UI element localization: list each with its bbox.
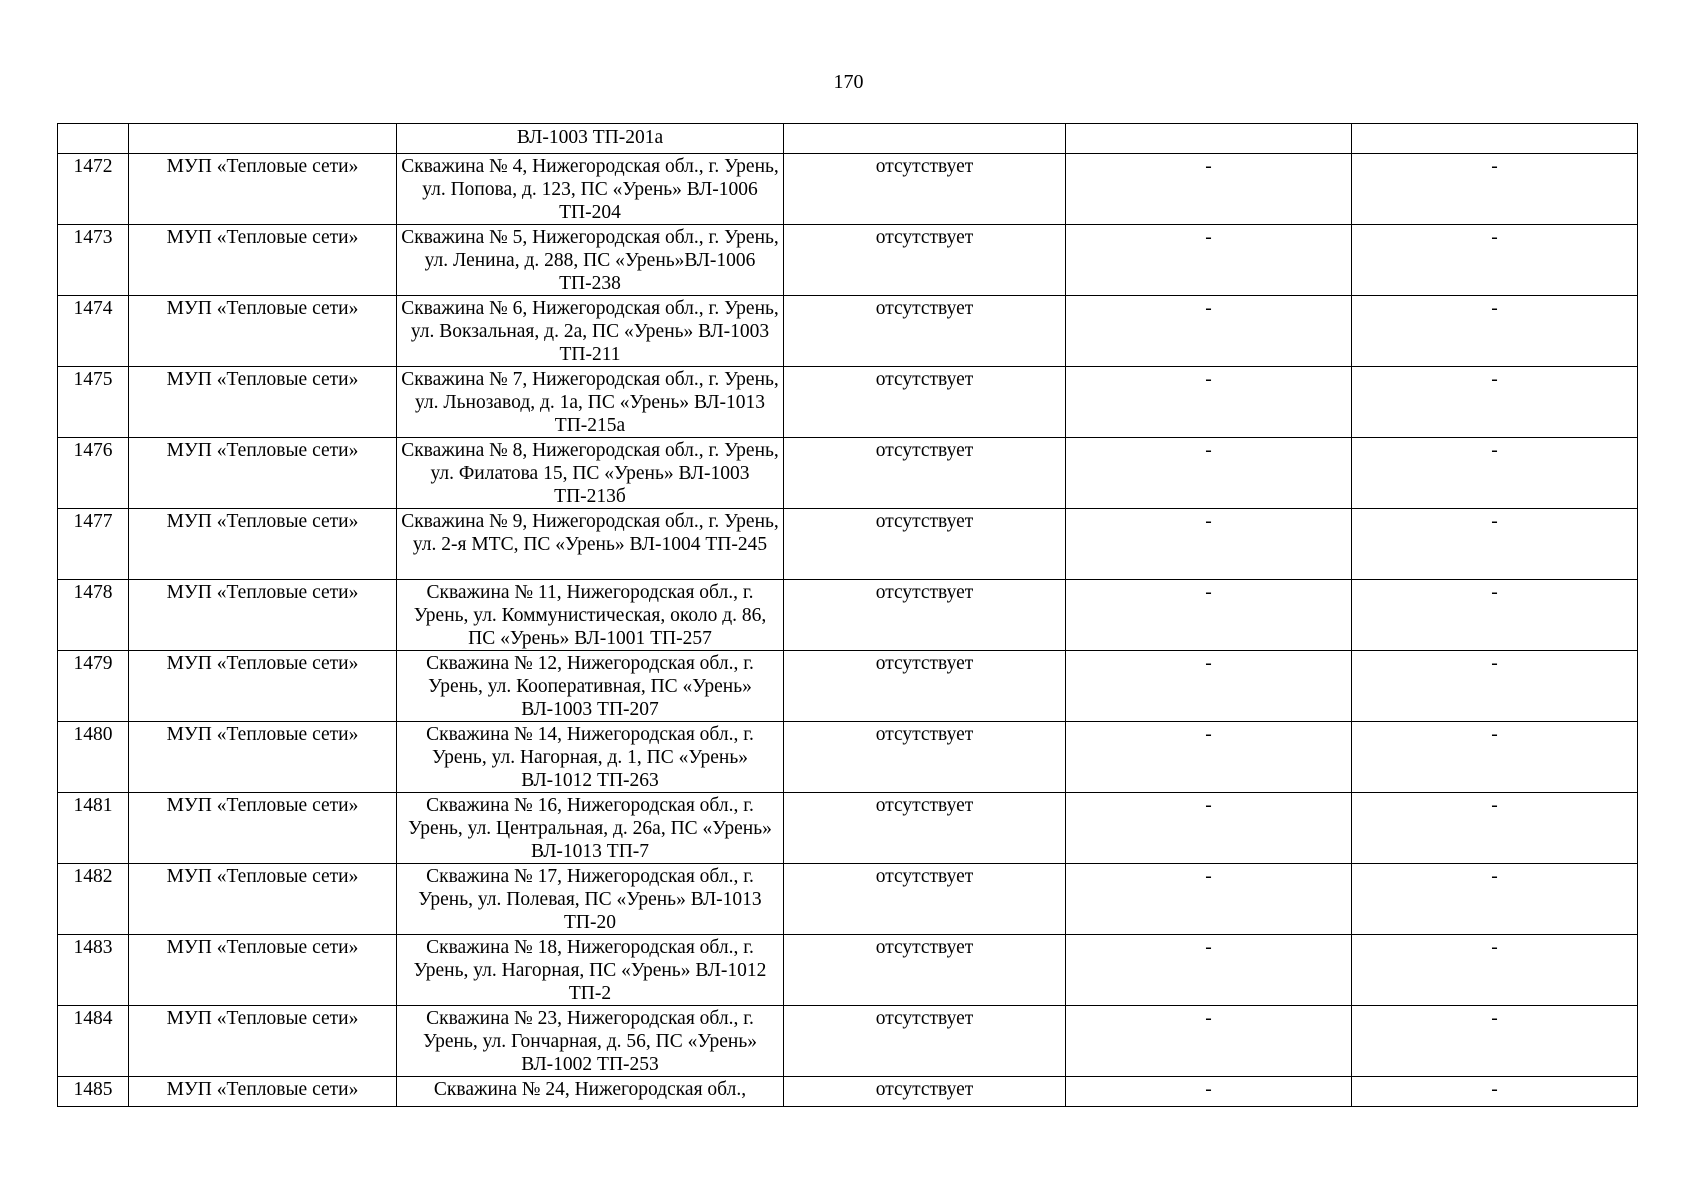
cell-status: отсутствует bbox=[784, 722, 1066, 793]
cell-col6: - bbox=[1352, 225, 1638, 296]
cell-col6: - bbox=[1352, 154, 1638, 225]
page-number: 170 bbox=[833, 71, 864, 93]
cell-status: отсутствует bbox=[784, 793, 1066, 864]
cell-object: Скважина № 12, Нижегородская обл., г. Урень, ул. Кооперативная, ПС «Урень» ВЛ-1003 ТП-207 bbox=[397, 651, 784, 722]
cell-owner: МУП «Тепловые сети» bbox=[129, 296, 397, 367]
cell-status: отсутствует bbox=[784, 864, 1066, 935]
cell-object: Скважина № 24, Нижегородская обл., bbox=[397, 1077, 784, 1107]
cell-object: Скважина № 7, Нижегородская обл., г. Урень, ул. Льнозавод, д. 1а, ПС «Урень» ВЛ-1013 ТП-215а bbox=[397, 367, 784, 438]
cell-owner: МУП «Тепловые сети» bbox=[129, 1006, 397, 1077]
cell-col6: - bbox=[1352, 367, 1638, 438]
cell-object: Скважина № 16, Нижегородская обл., г. Урень, ул. Центральная, д. 26а, ПС «Урень» ВЛ-1013 ТП-7 bbox=[397, 793, 784, 864]
cell-col5: - bbox=[1066, 154, 1352, 225]
cell-col5: - bbox=[1066, 580, 1352, 651]
cell-status: отсутствует bbox=[784, 438, 1066, 509]
cell-col6 bbox=[1352, 124, 1638, 154]
cell-owner: МУП «Тепловые сети» bbox=[129, 154, 397, 225]
table-row-last bbox=[58, 1077, 1638, 1107]
cell-object: Скважина № 11, Нижегородская обл., г. Урень, ул. Коммунистическая, около д. 86, ПС «Урень» ВЛ-1001 ТП-257 bbox=[397, 580, 784, 651]
table-row bbox=[58, 296, 1638, 367]
cell-object: Скважина № 18, Нижегородская обл., г. Урень, ул. Нагорная, ПС «Урень» ВЛ-1012 ТП-2 bbox=[397, 935, 784, 1006]
cell-col5: - bbox=[1066, 722, 1352, 793]
cell-owner: МУП «Тепловые сети» bbox=[129, 1077, 397, 1107]
cell-object: Скважина № 17, Нижегородская обл., г. Урень, ул. Полевая, ПС «Урень» ВЛ-1013 ТП-20 bbox=[397, 864, 784, 935]
cell-object: Скважина № 4, Нижегородская обл., г. Урень, ул. Попова, д. 123, ПС «Урень» ВЛ-1006 ТП-204 bbox=[397, 154, 784, 225]
cell-col5: - bbox=[1066, 367, 1352, 438]
cell-col5 bbox=[1066, 124, 1352, 154]
cell-number: 1475 bbox=[58, 367, 129, 438]
cell-col6: - bbox=[1352, 509, 1638, 580]
cell-number: 1474 bbox=[58, 296, 129, 367]
cell-col5: - bbox=[1066, 438, 1352, 509]
cell-object: Скважина № 6, Нижегородская обл., г. Урень, ул. Вокзальная, д. 2а, ПС «Урень» ВЛ-1003 ТП-211 bbox=[397, 296, 784, 367]
cell-number: 1484 bbox=[58, 1006, 129, 1077]
cell-col5: - bbox=[1066, 793, 1352, 864]
cell-status: отсутствует bbox=[784, 509, 1066, 580]
table-row-continuation bbox=[58, 124, 1638, 154]
cell-number: 1482 bbox=[58, 864, 129, 935]
cell-object: Скважина № 5, Нижегородская обл., г. Урень, ул. Ленина, д. 288, ПС «Урень»ВЛ-1006 ТП-238 bbox=[397, 225, 784, 296]
table-row bbox=[58, 225, 1638, 296]
cell-col5: - bbox=[1066, 296, 1352, 367]
cell-object: Скважина № 14, Нижегородская обл., г. Урень, ул. Нагорная, д. 1, ПС «Урень» ВЛ-1012 ТП-263 bbox=[397, 722, 784, 793]
cell-owner: МУП «Тепловые сети» bbox=[129, 651, 397, 722]
table-row bbox=[58, 367, 1638, 438]
table-row bbox=[58, 651, 1638, 722]
cell-status: отсутствует bbox=[784, 367, 1066, 438]
table-row bbox=[58, 154, 1638, 225]
cell-status: отсутствует bbox=[784, 296, 1066, 367]
cell-col5: - bbox=[1066, 864, 1352, 935]
cell-owner: МУП «Тепловые сети» bbox=[129, 580, 397, 651]
cell-col5: - bbox=[1066, 509, 1352, 580]
cell-col6: - bbox=[1352, 580, 1638, 651]
cell-col6: - bbox=[1352, 651, 1638, 722]
cell-object: Скважина № 8, Нижегородская обл., г. Урень, ул. Филатова 15, ПС «Урень» ВЛ-1003 ТП-213б bbox=[397, 438, 784, 509]
cell-owner bbox=[129, 124, 397, 154]
registry-table bbox=[57, 123, 1638, 1107]
table-row bbox=[58, 722, 1638, 793]
cell-number: 1479 bbox=[58, 651, 129, 722]
cell-number: 1477 bbox=[58, 509, 129, 580]
cell-owner: МУП «Тепловые сети» bbox=[129, 225, 397, 296]
cell-owner: МУП «Тепловые сети» bbox=[129, 722, 397, 793]
cell-number: 1478 bbox=[58, 580, 129, 651]
cell-owner: МУП «Тепловые сети» bbox=[129, 367, 397, 438]
cell-object: Скважина № 9, Нижегородская обл., г. Урень, ул. 2-я МТС, ПС «Урень» ВЛ-1004 ТП-245 bbox=[397, 509, 784, 580]
cell-status: отсутствует bbox=[784, 154, 1066, 225]
cell-number bbox=[58, 124, 129, 154]
cell-col5: - bbox=[1066, 935, 1352, 1006]
cell-col5: - bbox=[1066, 651, 1352, 722]
cell-number: 1481 bbox=[58, 793, 129, 864]
cell-owner: МУП «Тепловые сети» bbox=[129, 509, 397, 580]
cell-owner: МУП «Тепловые сети» bbox=[129, 864, 397, 935]
cell-owner: МУП «Тепловые сети» bbox=[129, 793, 397, 864]
cell-status: отсутствует bbox=[784, 1006, 1066, 1077]
cell-col6: - bbox=[1352, 864, 1638, 935]
cell-col6: - bbox=[1352, 296, 1638, 367]
cell-status: отсутствует bbox=[784, 651, 1066, 722]
table-row bbox=[58, 793, 1638, 864]
cell-col5: - bbox=[1066, 1006, 1352, 1077]
cell-owner: МУП «Тепловые сети» bbox=[129, 935, 397, 1006]
cell-col6: - bbox=[1352, 793, 1638, 864]
cell-number: 1480 bbox=[58, 722, 129, 793]
cell-col6: - bbox=[1352, 438, 1638, 509]
cell-number: 1483 bbox=[58, 935, 129, 1006]
table-row bbox=[58, 580, 1638, 651]
cell-col6: - bbox=[1352, 1006, 1638, 1077]
cell-number: 1485 bbox=[58, 1077, 129, 1107]
cell-object: ВЛ-1003 ТП-201а bbox=[397, 124, 784, 154]
cell-number: 1476 bbox=[58, 438, 129, 509]
cell-status: отсутствует bbox=[784, 225, 1066, 296]
cell-col6: - bbox=[1352, 1077, 1638, 1107]
table-row bbox=[58, 864, 1638, 935]
cell-object: Скважина № 23, Нижегородская обл., г. Урень, ул. Гончарная, д. 56, ПС «Урень» ВЛ-1002 ТП-253 bbox=[397, 1006, 784, 1077]
cell-status bbox=[784, 124, 1066, 154]
table-row bbox=[58, 438, 1638, 509]
table-row bbox=[58, 1006, 1638, 1077]
cell-col5: - bbox=[1066, 225, 1352, 296]
cell-number: 1473 bbox=[58, 225, 129, 296]
cell-status: отсутствует bbox=[784, 935, 1066, 1006]
cell-number: 1472 bbox=[58, 154, 129, 225]
table-row bbox=[58, 935, 1638, 1006]
cell-status: отсутствует bbox=[784, 1077, 1066, 1107]
cell-col6: - bbox=[1352, 722, 1638, 793]
cell-col6: - bbox=[1352, 935, 1638, 1006]
cell-status: отсутствует bbox=[784, 580, 1066, 651]
table-row bbox=[58, 509, 1638, 580]
cell-owner: МУП «Тепловые сети» bbox=[129, 438, 397, 509]
cell-col5: - bbox=[1066, 1077, 1352, 1107]
